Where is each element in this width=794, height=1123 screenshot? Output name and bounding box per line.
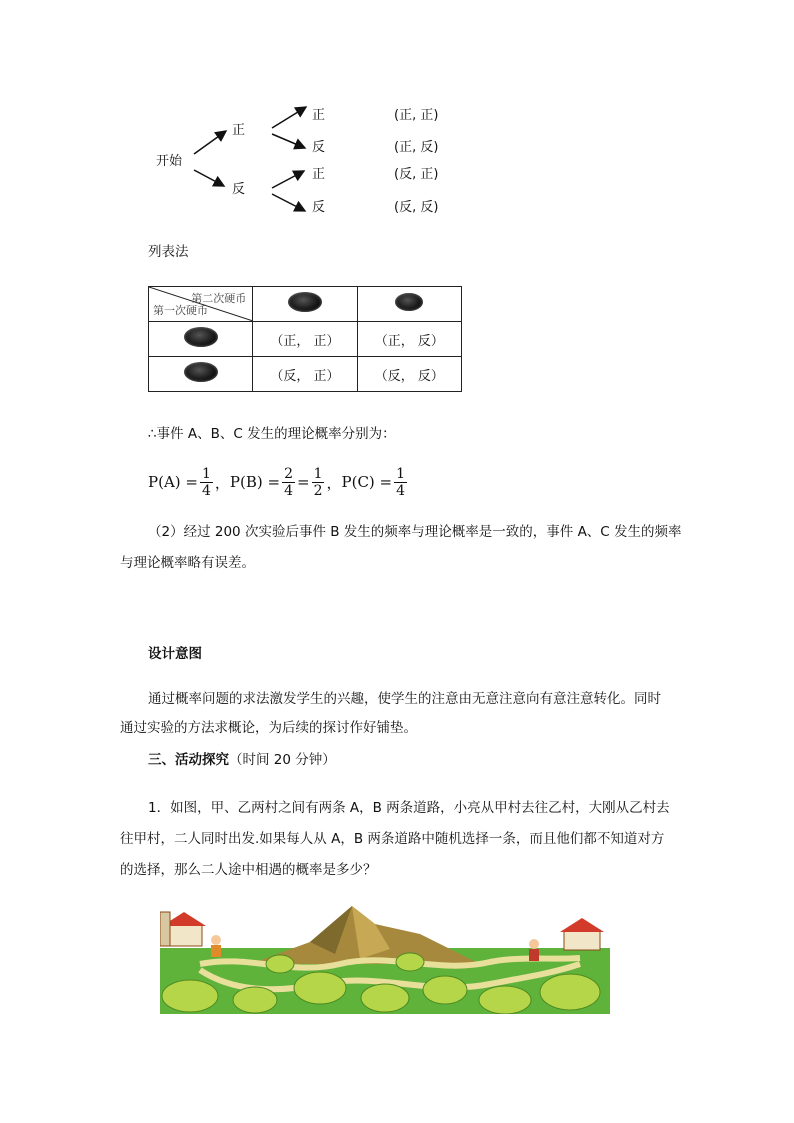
person-xiaoliang-head [211,935,221,945]
table-row [149,357,462,392]
tree-first-tails: 反 [232,182,246,197]
para2-line2: 与理论概率略有误差。 [120,555,255,571]
tree-second-2: 反 [312,140,326,155]
pb-label: P(B) = [229,473,281,491]
outcome-table [148,286,462,392]
design-text-line2: 通过实验的方法求概论，为后续的探讨作好铺垫。 [120,720,417,736]
arrow-tails-to-tails [272,194,305,211]
pb-denominator-1: 4 [284,482,293,499]
table-row [149,322,462,357]
problem1-line1: 1．如图，甲、乙两村之间有两条 A，B 两条道路，小亮从甲村去往乙村，大刚从乙村去 [148,800,670,816]
arrow-heads-to-heads [272,107,306,128]
person-dagang-body [529,949,539,961]
pa-label: P(A) = [148,473,198,491]
pc-fraction [394,466,407,499]
section3-heading [148,746,336,774]
pb-numerator-2: 1 [313,465,323,482]
arrow-start-to-heads [194,131,226,154]
row-coin-heads [149,322,253,357]
tree-second-4: 反 [312,200,326,215]
problem1-line3: 的选择，那么二人途中相遇的概率是多少？ [120,862,377,878]
problem1-line2: 往甲村，二人同时出发.如果每人从 A，B 两条道路中随机选择一条，而且他们都不知道对方 [120,831,665,847]
table-cell: （正， 正） [253,322,357,357]
tree-diagram-lines [0,0,794,260]
pc-numerator: 1 [396,465,406,482]
right-house [564,930,600,950]
tree-outcome-3: (反, 正) [394,167,439,182]
section3-title: 三、活动探究 [148,752,229,768]
pb-equals: = [296,473,310,491]
coin-heads-icon [184,327,218,347]
arrow-start-to-tails [194,170,224,186]
arrow-tails-to-heads [272,171,304,188]
pa-denominator: 4 [201,482,211,499]
table-method-label: 列表法 [148,244,189,260]
row-coin-tails [149,357,253,392]
village-mountain-illustration [160,904,610,1014]
table-corner-cell [149,287,253,322]
coin-tails-icon [184,362,218,382]
person-dagang-head [529,939,539,949]
pc-label: P(C) = [341,473,393,491]
tree-second-3: 正 [312,167,326,182]
separator-2: ， [326,473,342,492]
pb-numerator-1: 2 [284,465,293,482]
tree-outcome-2: (正, 反) [394,140,439,155]
probability-formula [148,460,409,504]
corner-label-second: 第二次硬币 [191,292,247,305]
section3-time: （时间 20 分钟） [229,752,336,768]
design-text-line1: 通过概率问题的求法激发学生的兴趣，使学生的注意由无意注意向有意注意转化。同时 [148,691,661,707]
coin-heads-icon [288,292,322,312]
tree-start: 开始 [156,154,183,169]
pb-fraction-1 [282,466,295,499]
tree-outcome-4: (反, 反) [394,200,439,215]
pa-numerator: 1 [201,465,211,482]
arrow-heads-to-tails [272,134,305,148]
coin-tails-icon [395,293,423,311]
pb-denominator-2: 2 [313,482,323,499]
tree-first-heads: 正 [232,123,246,138]
person-xiaoliang-body [211,945,221,957]
corner-label-first: 第一次硬币 [153,304,208,317]
table-cell: （正， 反） [357,322,461,357]
para2-line1: （2）经过 200 次实验后事件 B 发生的频率与理论概率是一致的，事件 A、C 发生的频率 [148,524,682,540]
tree-second-1: 正 [312,108,326,123]
separator-1: ， [214,473,230,492]
table-cell: （反， 反） [357,357,461,392]
header-coin-heads [253,287,357,322]
theory-line: ∴事件 A、B、C 发生的理论概率分别为： [148,426,396,442]
pa-fraction [200,466,213,499]
table-header-row [149,287,462,322]
pb-fraction-2 [312,466,325,499]
design-heading: 设计意图 [148,646,202,662]
header-coin-tails [357,287,461,322]
tree-outcome-1: (正, 正) [394,108,439,123]
table-cell: （反， 正） [253,357,357,392]
left-house [166,924,202,946]
pc-denominator: 4 [396,482,406,499]
